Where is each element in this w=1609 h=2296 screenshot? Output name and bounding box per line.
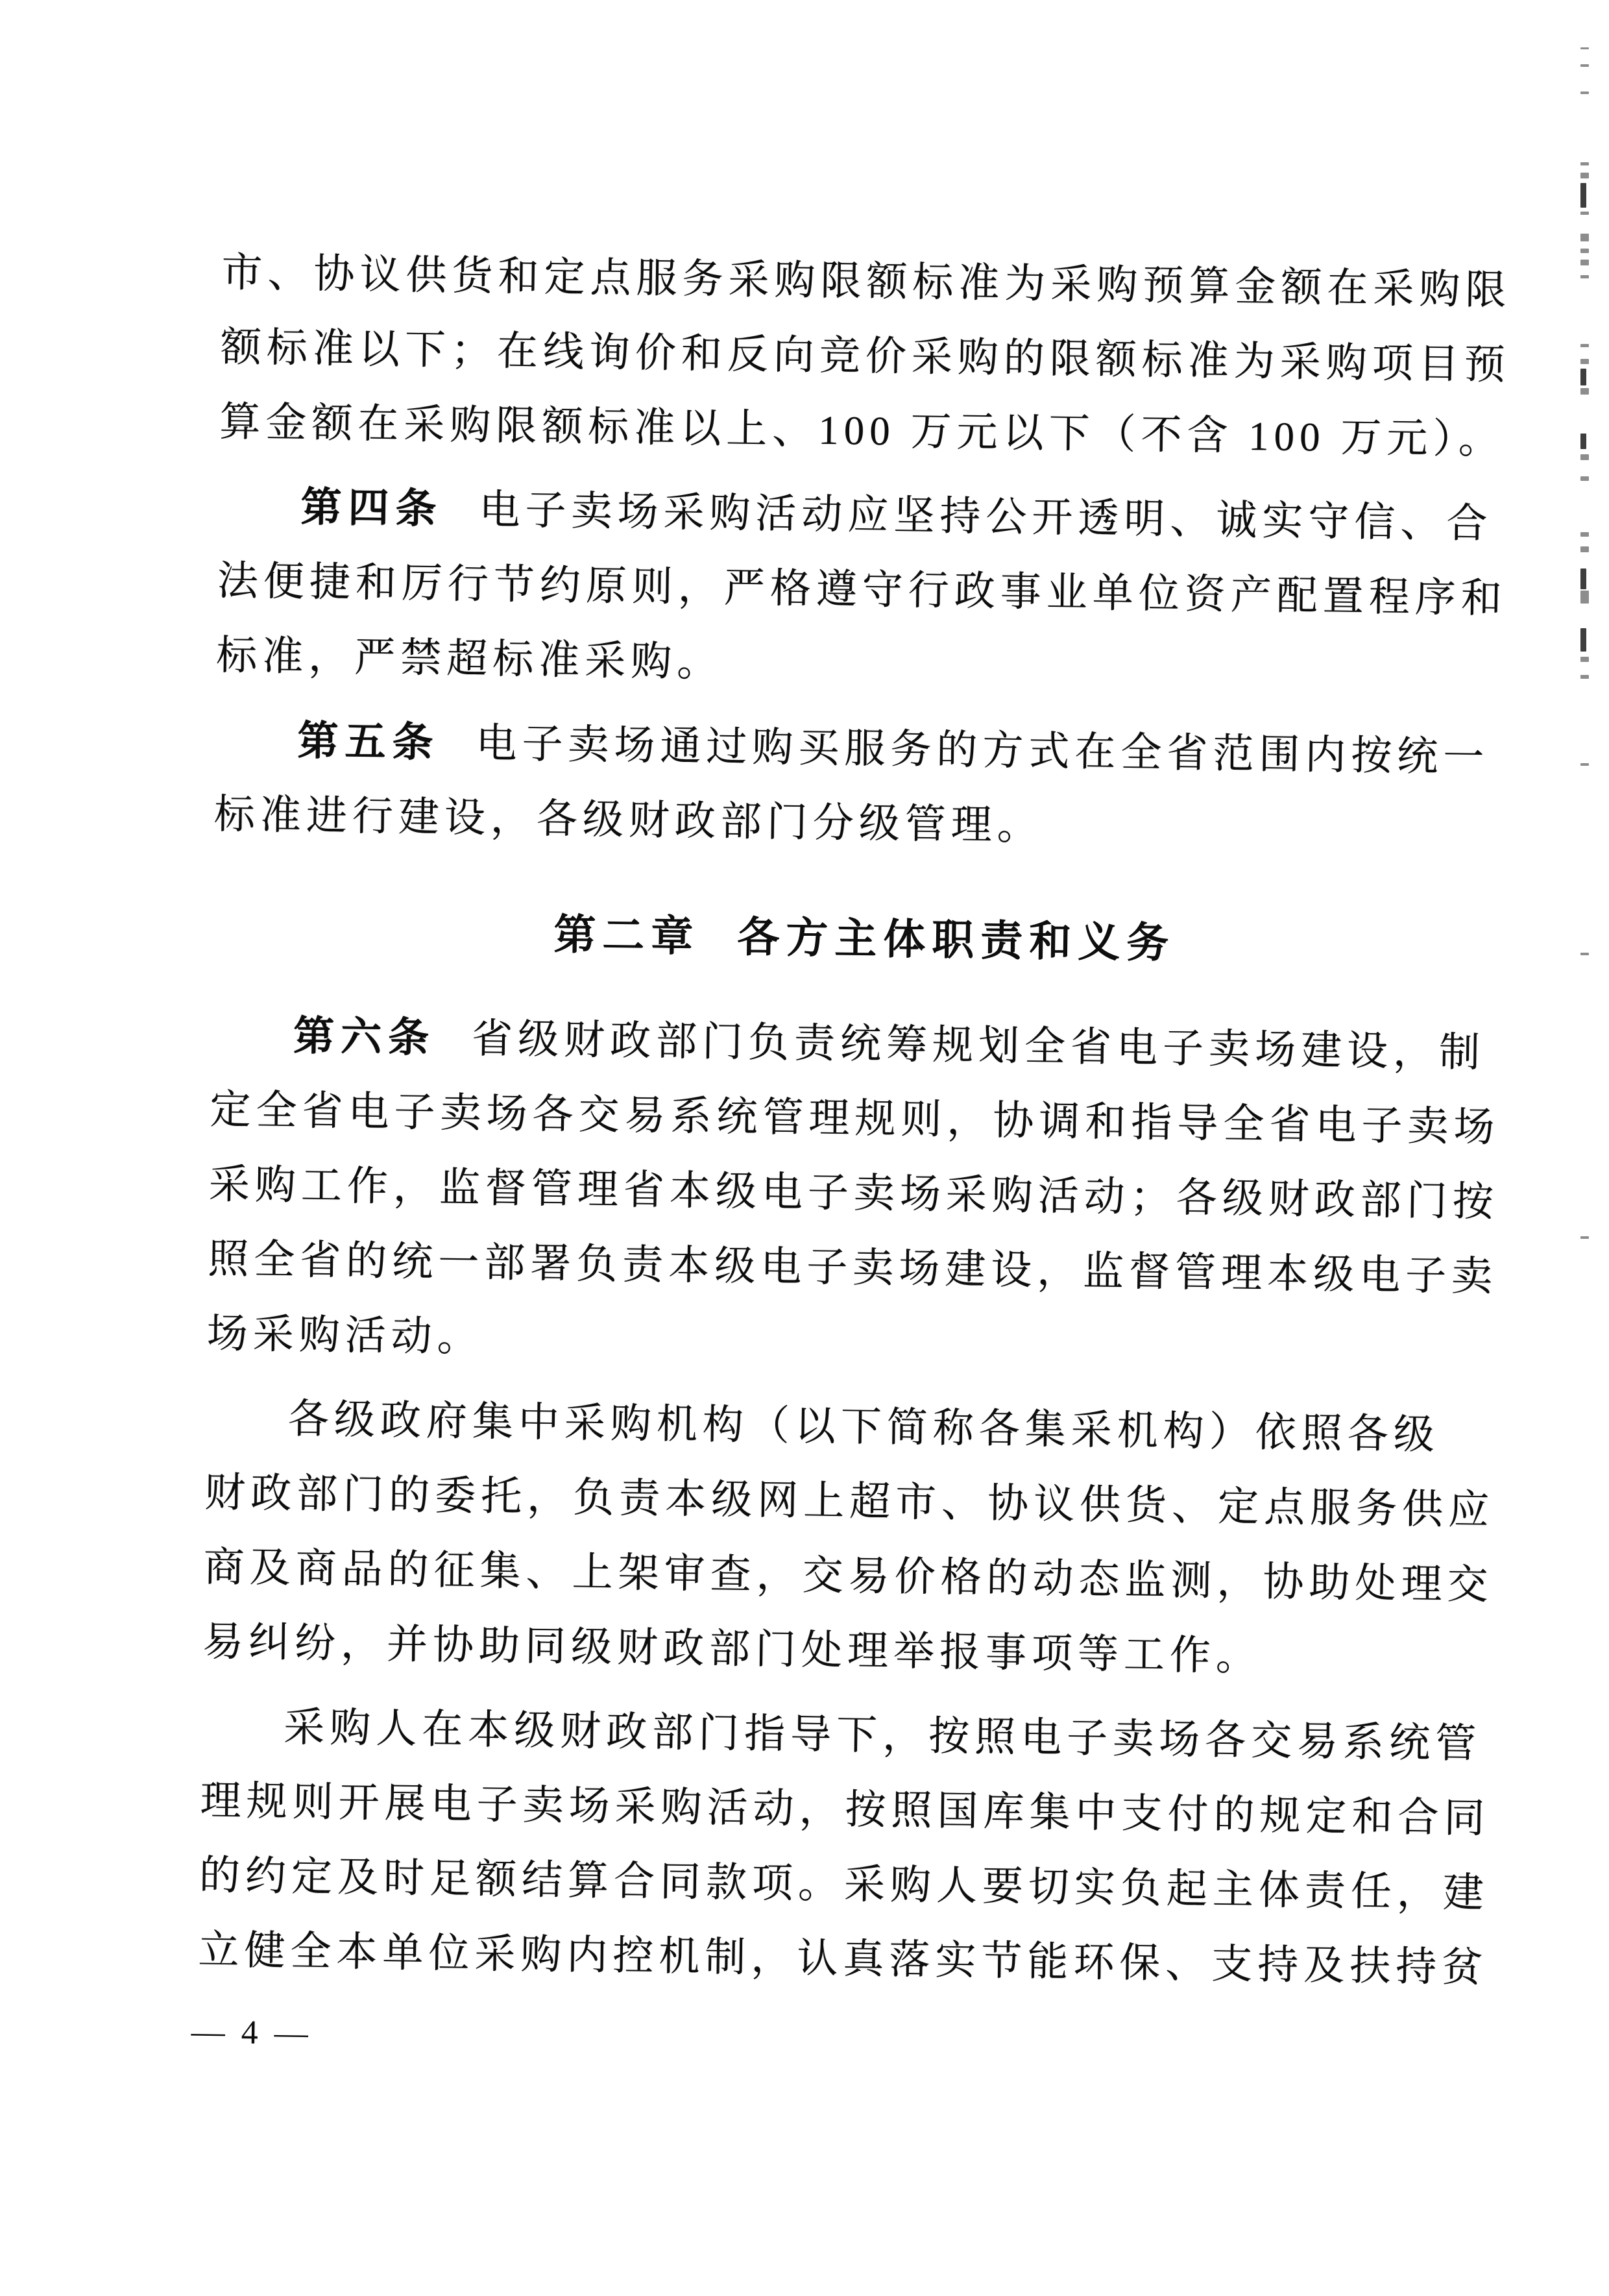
line-text: 财政部门的委托，负责本级网上超市、协议供货、定点服务供应 [204, 1469, 1495, 1533]
chapter-heading [212, 892, 1517, 985]
line-text: 算金额在采购限额标准以上、100 万元以下（不含 100 万元）。 [219, 398, 1505, 463]
line-text: 电子卖场通过购买服务的方式在全省范围内按统一 [476, 720, 1490, 781]
line-text: 采购人在本级财政部门指导下，按照电子卖场各交易系统管 [283, 1704, 1482, 1767]
article-number: 第六条 [293, 1013, 436, 1061]
line-text: 电子卖场采购活动应坚持公开透明、诚实守信、合 [479, 487, 1493, 547]
line-text: 定全省电子卖场各交易系统管理规则，协调和指导全省电子卖场 [210, 1086, 1500, 1151]
line-text: 省级财政部门负责统筹规划全省电子卖场建设，制 [471, 1016, 1486, 1076]
line-text: 场采购活动。 [206, 1310, 484, 1360]
line-text: 立健全本单位采购内控机制，认真落实节能环保、支持及扶持贫 [198, 1927, 1488, 1991]
line-text: 采购工作，监督管理省本级电子卖场采购活动；各级财政部门按 [208, 1161, 1499, 1225]
body-text-block-top [213, 236, 1526, 870]
line-text: 照全省的统一部署负责本级电子卖场建设，监督管理本级电子卖 [207, 1236, 1498, 1300]
line-text: 标准进行建设，各级财政部门分级管理。 [213, 791, 1044, 849]
chapter-number: 第二章 [553, 910, 700, 960]
line-text: 法便捷和厉行节约原则，严格遵守行政事业单位资产配置程序和 [217, 557, 1508, 622]
line-text: 商及商品的征集、上架审查，交易价格的动态监测，协助处理交 [203, 1544, 1494, 1608]
line-text: 的约定及时足额结算合同款项。采购人要切实负起主体责任，建 [199, 1852, 1490, 1916]
body-text-column [198, 236, 1527, 2006]
page-number: — 4 — [191, 2013, 313, 2053]
line-text: 市、协议供货和定点服务采购限额标准为采购预算金额在采购限 [221, 249, 1512, 313]
line-text: 额标准以下；在线询价和反向竞价采购的限额标准为采购项目预 [220, 324, 1511, 388]
chapter-title: 各方主体职责和义务 [736, 913, 1176, 967]
line-text: 易纠纷，并协助同级财政部门处理举报事项等工作。 [202, 1618, 1263, 1679]
line-text: 理规则开展电子卖场采购活动，按照国库集中支付的规定和合同 [200, 1777, 1490, 1842]
body-text-block-bottom [198, 998, 1516, 2006]
article-number: 第四条 [300, 484, 444, 532]
line-text: 各级政府集中采购机构（以下简称各集采机构）依照各级 [287, 1396, 1440, 1458]
line-text: 标准，严禁超标准采购。 [215, 632, 723, 685]
article-number: 第五条 [297, 718, 440, 766]
